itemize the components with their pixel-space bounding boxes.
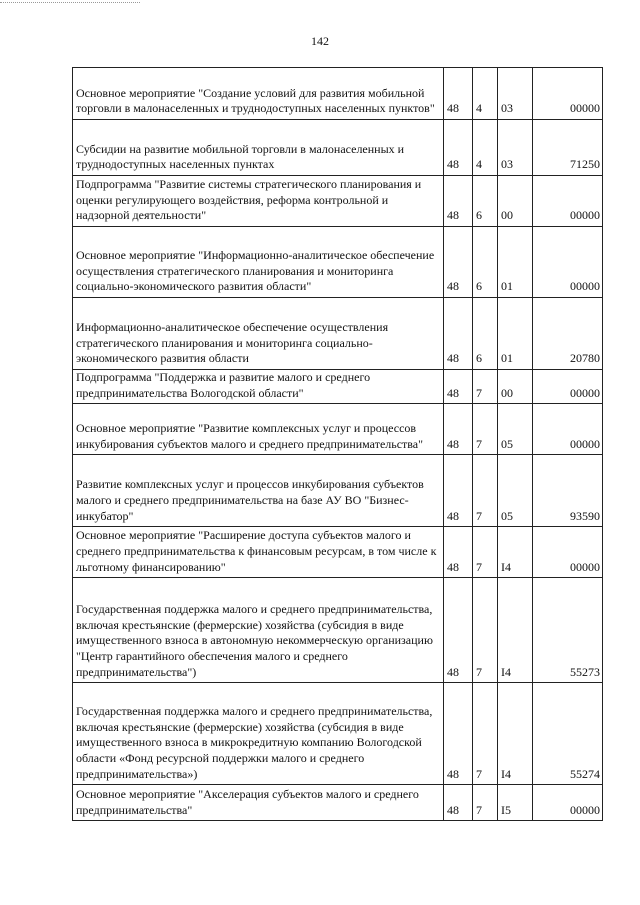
row-code-2: 7 bbox=[473, 683, 498, 785]
row-code-3: I4 bbox=[498, 683, 533, 785]
row-code-2: 7 bbox=[473, 455, 498, 527]
row-code-1: 48 bbox=[444, 683, 473, 785]
row-code-3: 01 bbox=[498, 227, 533, 298]
row-code-1: 48 bbox=[444, 68, 473, 120]
row-description: Основное мероприятие "Информационно-аналитическое обеспечение осуществления стратегического планирования и мониторинга социально-экономического развития области" bbox=[73, 227, 444, 298]
row-description: Подпрограмма "Поддержка и развитие малого и среднего предпринимательства Вологодской области" bbox=[73, 370, 444, 404]
table-row bbox=[73, 370, 603, 404]
row-code-1: 48 bbox=[444, 578, 473, 683]
table-row bbox=[73, 298, 603, 370]
table-row bbox=[73, 227, 603, 298]
row-code-4: 00000 bbox=[533, 68, 603, 120]
row-code-1: 48 bbox=[444, 176, 473, 227]
table-row bbox=[73, 68, 603, 120]
row-code-2: 4 bbox=[473, 120, 498, 176]
row-code-1: 48 bbox=[444, 370, 473, 404]
row-description: Развитие комплексных услуг и процессов инкубирования субъектов малого и среднего предпринимательства на базе АУ ВО "Бизнес-инкубатор" bbox=[73, 455, 444, 527]
row-description: Субсидии на развитие мобильной торговли в малонаселенных и труднодоступных населенных пунктах bbox=[73, 120, 444, 176]
row-code-3: 03 bbox=[498, 120, 533, 176]
row-code-4: 71250 bbox=[533, 120, 603, 176]
row-code-3: I4 bbox=[498, 578, 533, 683]
row-code-3: 00 bbox=[498, 370, 533, 404]
table-row bbox=[73, 120, 603, 176]
row-code-2: 6 bbox=[473, 176, 498, 227]
row-description: Основное мероприятие "Создание условий для развития мобильной торговли в малонаселенных и труднодоступных населенных пунктов" bbox=[73, 68, 444, 120]
row-code-3: I5 bbox=[498, 785, 533, 821]
row-code-4: 00000 bbox=[533, 527, 603, 578]
row-code-1: 48 bbox=[444, 455, 473, 527]
row-code-2: 6 bbox=[473, 298, 498, 370]
table-row bbox=[73, 578, 603, 683]
row-code-4: 00000 bbox=[533, 370, 603, 404]
page-number: 142 bbox=[311, 34, 329, 48]
table-row bbox=[73, 176, 603, 227]
row-code-4: 00000 bbox=[533, 785, 603, 821]
row-code-4: 55274 bbox=[533, 683, 603, 785]
table-row bbox=[73, 527, 603, 578]
row-code-4: 93590 bbox=[533, 455, 603, 527]
row-code-1: 48 bbox=[444, 527, 473, 578]
row-description: Информационно-аналитическое обеспечение осуществления стратегического планирования и мониторинга социально-экономического развития области bbox=[73, 298, 444, 370]
row-code-4: 00000 bbox=[533, 404, 603, 455]
table-row bbox=[73, 785, 603, 821]
row-code-2: 7 bbox=[473, 785, 498, 821]
row-code-1: 48 bbox=[444, 227, 473, 298]
row-code-1: 48 bbox=[444, 404, 473, 455]
table-row bbox=[73, 404, 603, 455]
row-code-3: 05 bbox=[498, 455, 533, 527]
table-row bbox=[73, 683, 603, 785]
row-description: Государственная поддержка малого и среднего предпринимательства, включая крестьянские (фермерские) хозяйства (субсидия в виде имущественного взноса в микрокредитную компанию Вологодской области «Фонд ресурсной поддержки малого и среднего предпринимательства») bbox=[73, 683, 444, 785]
row-description: Основное мероприятие "Акселерация субъектов малого и среднего предпринимательства" bbox=[73, 785, 444, 821]
row-description: Государственная поддержка малого и среднего предпринимательства, включая крестьянские (фермерские) хозяйства (субсидия в виде имущественного взноса в автономную некоммерческую организацию "Центр гарантийного обеспечения малого и среднего предпринимательства") bbox=[73, 578, 444, 683]
row-code-2: 7 bbox=[473, 404, 498, 455]
row-code-3: 03 bbox=[498, 68, 533, 120]
row-description: Основное мероприятие "Расширение доступа субъектов малого и среднего предпринимательства к финансовым ресурсам, в том числе к льготному финансированию" bbox=[73, 527, 444, 578]
row-code-4: 55273 bbox=[533, 578, 603, 683]
row-code-4: 00000 bbox=[533, 176, 603, 227]
row-code-1: 48 bbox=[444, 120, 473, 176]
row-description: Основное мероприятие "Развитие комплексных услуг и процессов инкубирования субъектов малого и среднего предпринимательства" bbox=[73, 404, 444, 455]
row-code-3: I4 bbox=[498, 527, 533, 578]
row-code-4: 20780 bbox=[533, 298, 603, 370]
row-code-3: 01 bbox=[498, 298, 533, 370]
row-code-1: 48 bbox=[444, 298, 473, 370]
scan-artifact-line bbox=[0, 2, 140, 3]
row-description: Подпрограмма "Развитие системы стратегического планирования и оценки регулирующего воздействия, реформа контрольной и надзорной деятельности" bbox=[73, 176, 444, 227]
row-code-2: 7 bbox=[473, 527, 498, 578]
budget-classification-table bbox=[72, 67, 603, 821]
row-code-4: 00000 bbox=[533, 227, 603, 298]
row-code-3: 00 bbox=[498, 176, 533, 227]
row-code-2: 7 bbox=[473, 578, 498, 683]
table-row bbox=[73, 455, 603, 527]
row-code-3: 05 bbox=[498, 404, 533, 455]
row-code-1: 48 bbox=[444, 785, 473, 821]
row-code-2: 6 bbox=[473, 227, 498, 298]
row-code-2: 7 bbox=[473, 370, 498, 404]
row-code-2: 4 bbox=[473, 68, 498, 120]
